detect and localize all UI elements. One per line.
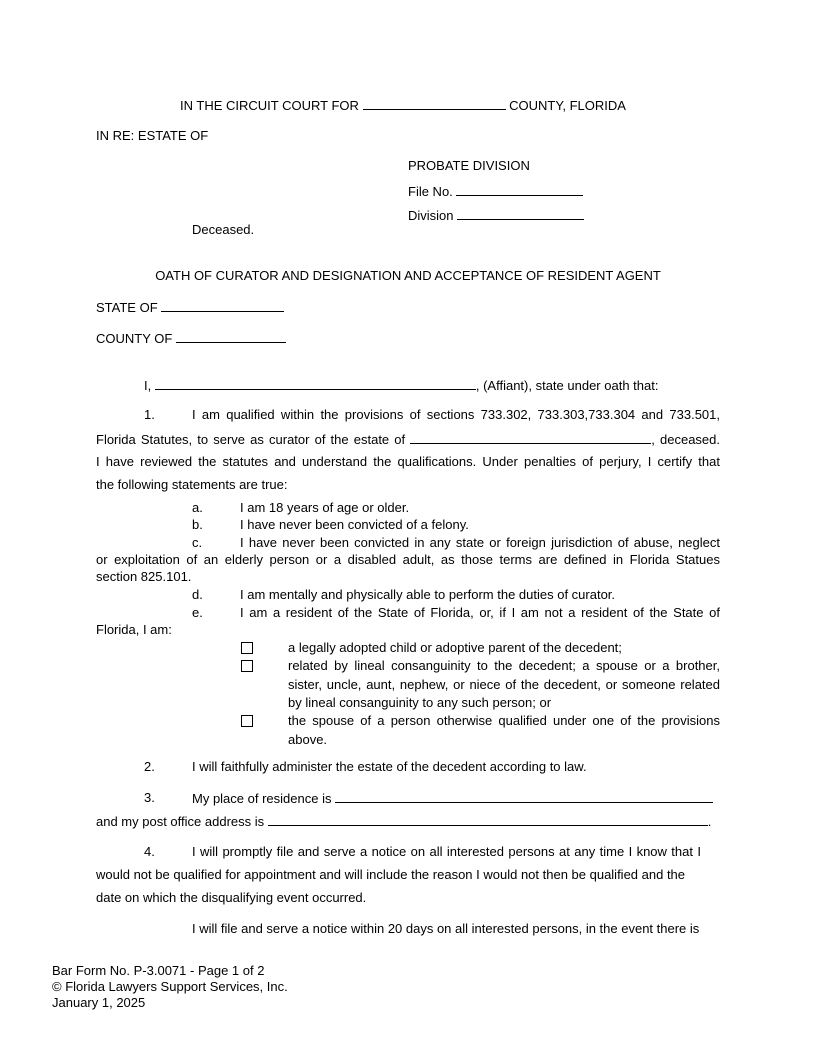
affiant-prefix: I, bbox=[144, 378, 152, 393]
estate-name-blank[interactable] bbox=[410, 431, 651, 444]
para4-number: 4. bbox=[144, 844, 155, 859]
para1-line2b: , deceased. bbox=[651, 432, 720, 447]
para1-line3: I have reviewed the statutes and understand the qualifications. Under penalties of perjury, I certify that bbox=[96, 454, 720, 469]
county-of-blank[interactable] bbox=[176, 330, 286, 343]
post-office-end: . bbox=[707, 814, 712, 829]
option1-checkbox[interactable] bbox=[241, 642, 253, 654]
state-of-line bbox=[96, 299, 284, 316]
residence-label: My place of residence is bbox=[192, 791, 332, 806]
affiant-name-blank[interactable] bbox=[155, 377, 476, 390]
court-heading bbox=[180, 97, 626, 114]
county-of-line bbox=[96, 330, 286, 347]
court-prefix: IN THE CIRCUIT COURT FOR bbox=[180, 98, 359, 113]
item-d-text: I am mentally and physically able to perform the duties of curator. bbox=[240, 587, 616, 602]
file-no-line bbox=[408, 183, 583, 200]
para1-line1: I am qualified within the provisions of sections 733.302, 733.303,733.304 and 733.501, bbox=[192, 407, 720, 422]
para1-number: 1. bbox=[144, 407, 155, 422]
option2-checkbox[interactable] bbox=[241, 660, 253, 672]
option1-text: a legally adopted child or adoptive parent of the decedent; bbox=[288, 640, 622, 655]
division-label: Division bbox=[408, 208, 454, 223]
item-e-letter: e. bbox=[192, 605, 203, 620]
para2-number: 2. bbox=[144, 759, 155, 774]
option2-text: related by lineal consanguinity to the decedent; a spouse or a brother, sister, uncle, aunt, nephew, or niece of the decedent, or someone related by lineal consanguinity to any such person; or bbox=[288, 658, 720, 710]
para4-line2: would not be qualified for appointment and will include the reason I would not then be qualified and the bbox=[96, 867, 686, 882]
para1-line2a: Florida Statutes, to serve as curator of the estate of bbox=[96, 432, 406, 447]
para1-line4: the following statements are true: bbox=[96, 477, 288, 492]
item-e-line2: Florida, I am: bbox=[96, 622, 172, 637]
item-c-letter: c. bbox=[192, 535, 203, 550]
item-c-line3: section 825.101. bbox=[96, 569, 192, 584]
item-b-letter: b. bbox=[192, 517, 203, 532]
court-suffix: COUNTY, FLORIDA bbox=[509, 98, 626, 113]
document-title: OATH OF CURATOR AND DESIGNATION AND ACCEPTANCE OF RESIDENT AGENT bbox=[155, 268, 661, 283]
affiant-line bbox=[144, 377, 658, 394]
division-blank[interactable] bbox=[457, 207, 584, 220]
item-b-text: I have never been convicted of a felony. bbox=[240, 517, 469, 532]
para3-number: 3. bbox=[144, 790, 155, 805]
file-no-label: File No. bbox=[408, 184, 453, 199]
county-blank[interactable] bbox=[363, 97, 506, 110]
para2-text: I will faithfully administer the estate of the decedent according to law. bbox=[192, 759, 587, 774]
para1-line2 bbox=[96, 431, 720, 448]
post-office-blank[interactable] bbox=[268, 813, 708, 826]
item-c-line2: or exploitation of an elderly person or a disabled adult, as those terms are defined in Florida Statues bbox=[96, 552, 720, 567]
option3-text: the spouse of a person otherwise qualified under one of the provisions above. bbox=[288, 713, 720, 747]
para4-line1: I will promptly file and serve a notice on all interested persons at any time I know that I bbox=[192, 844, 701, 859]
footer-copyright: © Florida Lawyers Support Services, Inc. bbox=[52, 979, 288, 994]
division-line bbox=[408, 207, 584, 224]
post-office-label: and my post office address is bbox=[96, 814, 265, 829]
deceased-label: Deceased. bbox=[192, 222, 255, 237]
para4-line4: I will file and serve a notice within 20 days on all interested persons, in the event there is bbox=[192, 921, 700, 936]
state-blank[interactable] bbox=[161, 299, 284, 312]
probate-division: PROBATE DIVISION bbox=[408, 158, 530, 173]
file-no-blank[interactable] bbox=[456, 183, 583, 196]
item-d-letter: d. bbox=[192, 587, 203, 602]
footer-form-no: Bar Form No. P-3.0071 - Page 1 of 2 bbox=[52, 963, 265, 978]
state-of-label: STATE OF bbox=[96, 300, 158, 315]
in-re-label: IN RE: ESTATE OF bbox=[96, 128, 209, 143]
post-office-line bbox=[96, 813, 711, 830]
item-a-letter: a. bbox=[192, 500, 203, 515]
para4-line3: date on which the disqualifying event occurred. bbox=[96, 890, 367, 905]
county-of-label: COUNTY OF bbox=[96, 331, 173, 346]
residence-line bbox=[192, 790, 713, 807]
residence-blank[interactable] bbox=[335, 790, 713, 803]
item-e-line1: I am a resident of the State of Florida, or, if I am not a resident of the State of bbox=[240, 605, 720, 620]
option3-checkbox[interactable] bbox=[241, 715, 253, 727]
item-a-text: I am 18 years of age or older. bbox=[240, 500, 410, 515]
footer-date: January 1, 2025 bbox=[52, 995, 146, 1010]
affiant-suffix: , (Affiant), state under oath that: bbox=[475, 378, 659, 393]
item-c-line1: I have never been convicted in any state or foreign jurisdiction of abuse, neglect bbox=[240, 535, 720, 550]
